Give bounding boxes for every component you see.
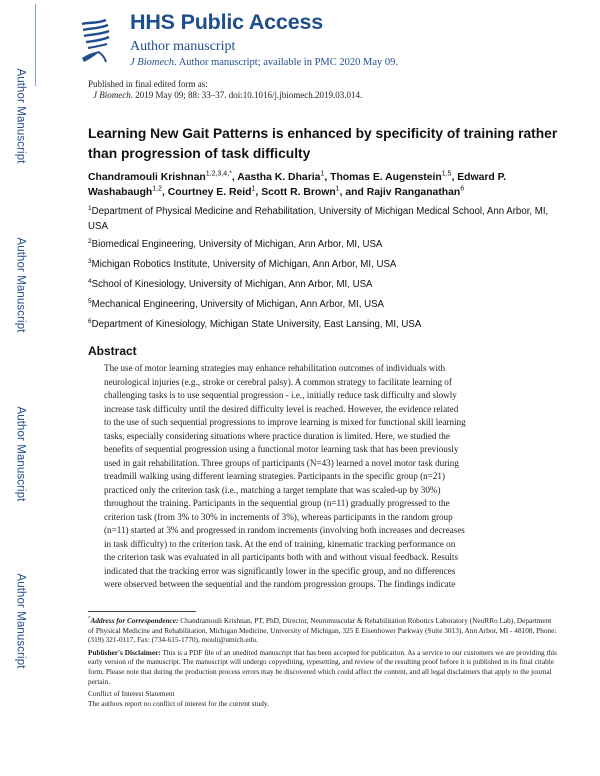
abstract-line: used in gait rehabilitation. Three groups of participants (N=43) learned a novel motor task during xyxy=(104,457,459,468)
journal-name: J Biomech xyxy=(130,57,175,68)
correspondence-footnote: *Address for Correspondence: Chandramouli Krishnan, PT, PhD, Director, Neuromuscular & Rehabilitation Robotics Laboratory (NeuRRo Lab), Department of Physical Medicine and Rehabilitation, Michigan Medicine, University of Michigan, 325 E Eisenhower Parkway (Suite 3013), Ann Arbor, MI - 48108, Phone: (319) 321-0117, Fax: (734-615-1770), mouli@umich.edu. xyxy=(88,616,557,645)
footnote-divider xyxy=(88,611,196,612)
abstract-line: were observed between the sequential and the random progression groups. The findings indicate xyxy=(104,579,456,589)
abstract-line: practiced only the criterion task (i.e., matching a target template that was scaled-up by 30%) xyxy=(104,484,441,495)
abstract-line: throughout the training. Participants in the sequential group (n=11) gradually progressed to the xyxy=(104,498,450,508)
author-list xyxy=(88,170,558,200)
publisher-disclaimer: Publisher's Disclaimer: This is a PDF file of an unedited manuscript that has been accepted for publication. As a service to our customers we are providing this early version of the manuscript. The manuscript will undergo copyediting, typesetting, and review of the resulting proof before it is published in its final citable form. Please note that during the production process errors may be discovered which could affect the content, and all legal disclaimers that apply to the journal pertain. xyxy=(88,647,557,686)
article-title: Learning New Gait Patterns is enhanced by specificity of training rather than progression of task difficulty xyxy=(88,126,558,161)
author: Rajiv Ranganathan$^6$ xyxy=(366,185,465,198)
journal-availability xyxy=(130,57,398,68)
abstract-line: the criterion task was evaluated in all participants both with and without visual feedback. Results xyxy=(104,552,459,562)
author: Scott R. Brown$^1$, and xyxy=(261,185,367,198)
abstract-heading: Abstract xyxy=(88,344,137,358)
sidebar-label: Author Manuscript xyxy=(15,406,27,502)
abstract-line: in task difficulty) to the criterion task. At the end of training, kinematic tracking performance on xyxy=(104,538,456,549)
abstract-line: challenging tasks is to use sequential progression - i.e., initially reduce task difficulty and slowly xyxy=(104,390,457,400)
abstract-line: The use of motor learning strategies may enhance rehabilitation outcomes of individuals with xyxy=(104,363,446,373)
hhs-public-access-title: HHS Public Access xyxy=(130,10,323,34)
conflict-heading: Conflict of Interest Statement xyxy=(88,689,175,699)
citation xyxy=(93,90,362,101)
affiliation: $^2$Biomedical Engineering, University of Michigan, Ann Arbor, MI, USA xyxy=(88,237,383,250)
sidebar-label: Author Manuscript xyxy=(15,237,27,333)
author: Edward P. Washabaugh$^{1,2}$, xyxy=(88,172,507,198)
abstract-line: indicated that the tracking error was significantly lower in the specific group, and no differences xyxy=(104,565,456,576)
abstract-line: treadmill walking using different learning strategies. Participants in the specific group (n=21) xyxy=(104,471,445,481)
affiliation: $^6$Department of Kinesiology, Michigan State University, East Lansing, MI, USA xyxy=(88,317,422,330)
footnotes xyxy=(88,616,558,708)
affiliation: $^1$Department of Physical Medicine and Rehabilitation, University of Michigan Medical School, Ann Arbor, MI, USA xyxy=(88,204,549,232)
sidebar-label: Author Manuscript xyxy=(15,573,27,669)
author: Chandramouli Krishnan$^{1,2,3,4,*}$, xyxy=(88,170,238,183)
publication-info xyxy=(88,79,362,101)
sidebar-rule xyxy=(35,4,36,86)
published-label: Published in final edited form as: xyxy=(88,79,208,89)
abstract-line: benefits of sequential progression using a functional motor learning task that has been previously xyxy=(104,444,459,454)
author: Courtney E. Reid$^1$, xyxy=(167,185,262,198)
citation-details: . 2019 May 09; 88: 33–37. doi:10.1016/j.jbiomech.2019.03.014. xyxy=(130,90,363,100)
citation-journal: J Biomech xyxy=(93,90,131,100)
abstract-line: criterion task (from 3% to 30% in increments of 3%), whereas participants in the random group xyxy=(104,511,453,522)
abstract-line: to the use of such sequential progressions to improve learning is mixed for functional skill learning xyxy=(104,417,466,427)
affiliation: $^4$School of Kinesiology, University of Michigan, Ann Arbor, MI, USA xyxy=(88,277,373,290)
sidebar-label: Author Manuscript xyxy=(15,68,27,164)
abstract-line: neurological injuries (e.g., stroke or cerebral palsy). A common strategy to facilitate learning of xyxy=(104,376,452,387)
abstract-line: tasks, especially considering situations where practice duration is limited. Here, we studied the xyxy=(104,430,450,441)
abstract-body xyxy=(104,362,556,592)
abstract-line: (n=11) started at 3% and progressed in random increments (involving both increases and decreases xyxy=(104,525,465,535)
author: Thomas E. Augenstein$^{1,5}$, xyxy=(330,170,458,183)
conflict-text: The authors report no conflict of interest for the current study. xyxy=(88,698,269,708)
availability-text: . Author manuscript; available in PMC 2020 May 09. xyxy=(174,57,399,68)
affiliation: $^3$Michigan Robotics Institute, University of Michigan, Ann Arbor, MI, USA xyxy=(88,257,397,270)
affiliation: $^5$Mechanical Engineering, University of Michigan, Ann Arbor, MI, USA xyxy=(88,297,385,310)
abstract-line: increase task difficulty until the desired difficulty level is reached. However, the evidence related xyxy=(104,403,459,414)
author: Aastha K. Dharia$^1$, xyxy=(237,170,331,183)
author-manuscript-label: Author manuscript xyxy=(130,39,236,54)
hhs-eagle-logo-icon xyxy=(78,18,112,64)
